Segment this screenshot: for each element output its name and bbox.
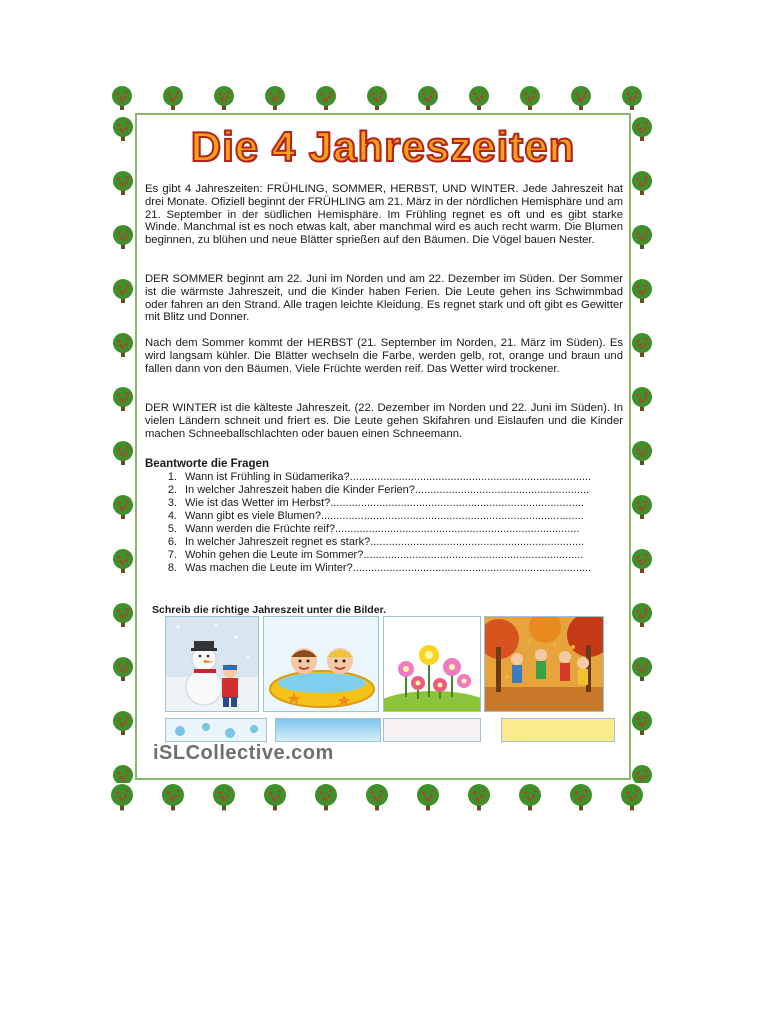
tree-icon [113,711,133,735]
pictures-heading: Schreib die richtige Jahreszeit unter die Bilder. [152,604,386,616]
question-text: Wann werden die Früchte reif?................................................................................ [185,523,580,535]
question-number: 7. [167,549,177,561]
tree-icon [214,86,234,110]
tree-icon [632,333,652,357]
tree-icon [113,279,133,303]
answer-box-summer[interactable] [275,718,381,742]
pool-kids-illustration [264,617,379,712]
tree-icon [632,765,652,783]
tree-icon [111,784,133,810]
tree-icon [113,657,133,681]
paragraph-summer: DER SOMMER beginnt am 22. Juni im Norden und am 22. Dezember im Süden. Der Sommer ist die wärmste Jahreszeit, und die Kinder haben Ferien. Die Leute gehen ins Schwimmbad oder fahren an den Strand. Alle tragen leichte Kleidung. Es regnet stark und oft gibt es Gewitter mit Blitz und Donner. [145,273,623,324]
paragraph-spring: Es gibt 4 Jahreszeiten: FRÜHLING, SOMMER, HERBST, UND WINTER. Jede Jahreszeit hat drei Monate. Ofiziell beginnt der FRÜHLING am 21. März in der nördlichen Hemisphäre und am 21. September in der südlichen Hemisphäre. Im Frühling regnet es oft und es gibt starke Winde. Manchmal ist es noch etwas kalt, aber manchmal wird es auch recht warm. Die Blumen beginnen, zu blühen und neue Blätter sprießen auf den Bäumen. Die Vögel bauen Nester. [145,183,623,247]
question-number: 1. [167,471,177,483]
question-text: In welcher Jahreszeit regnet es stark?...................................................................... [185,536,585,548]
tree-icon [264,784,286,810]
answer-box-spring[interactable] [383,718,481,742]
flowers-illustration [384,617,481,712]
tree-icon [265,86,285,110]
tree-icon [632,603,652,627]
tree-icon [570,784,592,810]
question-item [157,562,627,575]
tree-icon [113,603,133,627]
tree-icon [113,387,133,411]
tree-icon [632,225,652,249]
snowman-illustration [166,617,259,712]
tree-icon [162,784,184,810]
tree-border-bottom [110,783,654,813]
question-text: Wie ist das Wetter im Herbst?................................................................................... [185,497,584,509]
question-item [157,536,627,549]
spring-picture [383,616,481,712]
tree-icon [468,784,490,810]
tree-icon [469,86,489,110]
winter-picture [165,616,259,712]
question-number: 5. [167,523,177,535]
autumn-kids-illustration [485,617,604,712]
tree-border-left [110,113,136,783]
tree-icon [113,171,133,195]
questions-heading: Beantworte die Fragen [145,458,269,470]
tree-icon [366,784,388,810]
answer-box-winter[interactable] [165,718,267,742]
snowflake-pattern [166,719,267,742]
tree-icon [418,86,438,110]
tree-icon [113,549,133,573]
question-number: 8. [167,562,177,574]
question-text: Wohin gehen die Leute im Sommer?........................................................................ [185,549,584,561]
paragraph-winter: DER WINTER ist die kälteste Jahreszeit. (22. Dezember im Norden und 22. Juni im Süden). In vielen Ländern schneit und friert es. Die Leute gehen Skifahren und Eislaufen und die Kinder machen Schneeballschlachten oder bauen einen Schneemann. [145,402,623,440]
tree-border-top [110,85,654,113]
tree-icon [113,495,133,519]
tree-icon [520,86,540,110]
tree-icon [632,495,652,519]
autumn-picture [484,616,604,712]
tree-icon [632,387,652,411]
question-text: Wann gibt es viele Blumen?...................................................................................... [185,510,584,522]
tree-icon [632,549,652,573]
tree-icon [112,86,132,110]
question-item [157,549,627,562]
tree-icon [113,333,133,357]
tree-icon [632,711,652,735]
question-item [157,497,627,510]
tree-icon [632,441,652,465]
tree-icon [632,279,652,303]
question-number: 4. [167,510,177,522]
tree-icon [519,784,541,810]
answer-box-autumn[interactable] [501,718,615,742]
tree-icon [315,784,337,810]
question-number: 6. [167,536,177,548]
question-list [157,471,627,575]
tree-border-right [630,113,654,783]
paragraph-autumn: Nach dem Sommer kommt der HERBST (21. September im Norden, 21. März im Süden). Es wird langsam kühler. Die Blätter wechseln die Farbe, werden gelb, rot, orange und braun und fallen dann von den Bäumen. Viele Früchte werden reif. Das Wetter wird trockener. [145,337,623,375]
page-title: Die 4 Jahreszeiten [190,123,576,170]
question-item [157,510,627,523]
question-item [157,523,627,536]
tree-icon [113,225,133,249]
content-frame [135,113,631,780]
tree-icon [621,784,643,810]
tree-icon [417,784,439,810]
question-number: 2. [167,484,177,496]
tree-icon [316,86,336,110]
question-item [157,484,627,497]
tree-icon [163,86,183,110]
summer-picture [263,616,379,712]
islcollective-logo: iSLCollective.com [153,742,334,764]
tree-icon [113,441,133,465]
tree-icon [571,86,591,110]
question-text: Wann ist Frühling in Südamerika?............................................................................... [185,471,592,483]
tree-icon [113,765,133,783]
tree-icon [632,171,652,195]
question-number: 3. [167,497,177,509]
question-text: In welcher Jahreszeit haben die Kinder Ferien?......................................................... [185,484,590,496]
tree-icon [632,657,652,681]
tree-icon [113,117,133,141]
question-text: Was machen die Leute im Winter?.............................................................................. [185,562,592,574]
question-item [157,471,627,484]
tree-icon [622,86,642,110]
tree-icon [213,784,235,810]
tree-icon [367,86,387,110]
tree-icon [632,117,652,141]
